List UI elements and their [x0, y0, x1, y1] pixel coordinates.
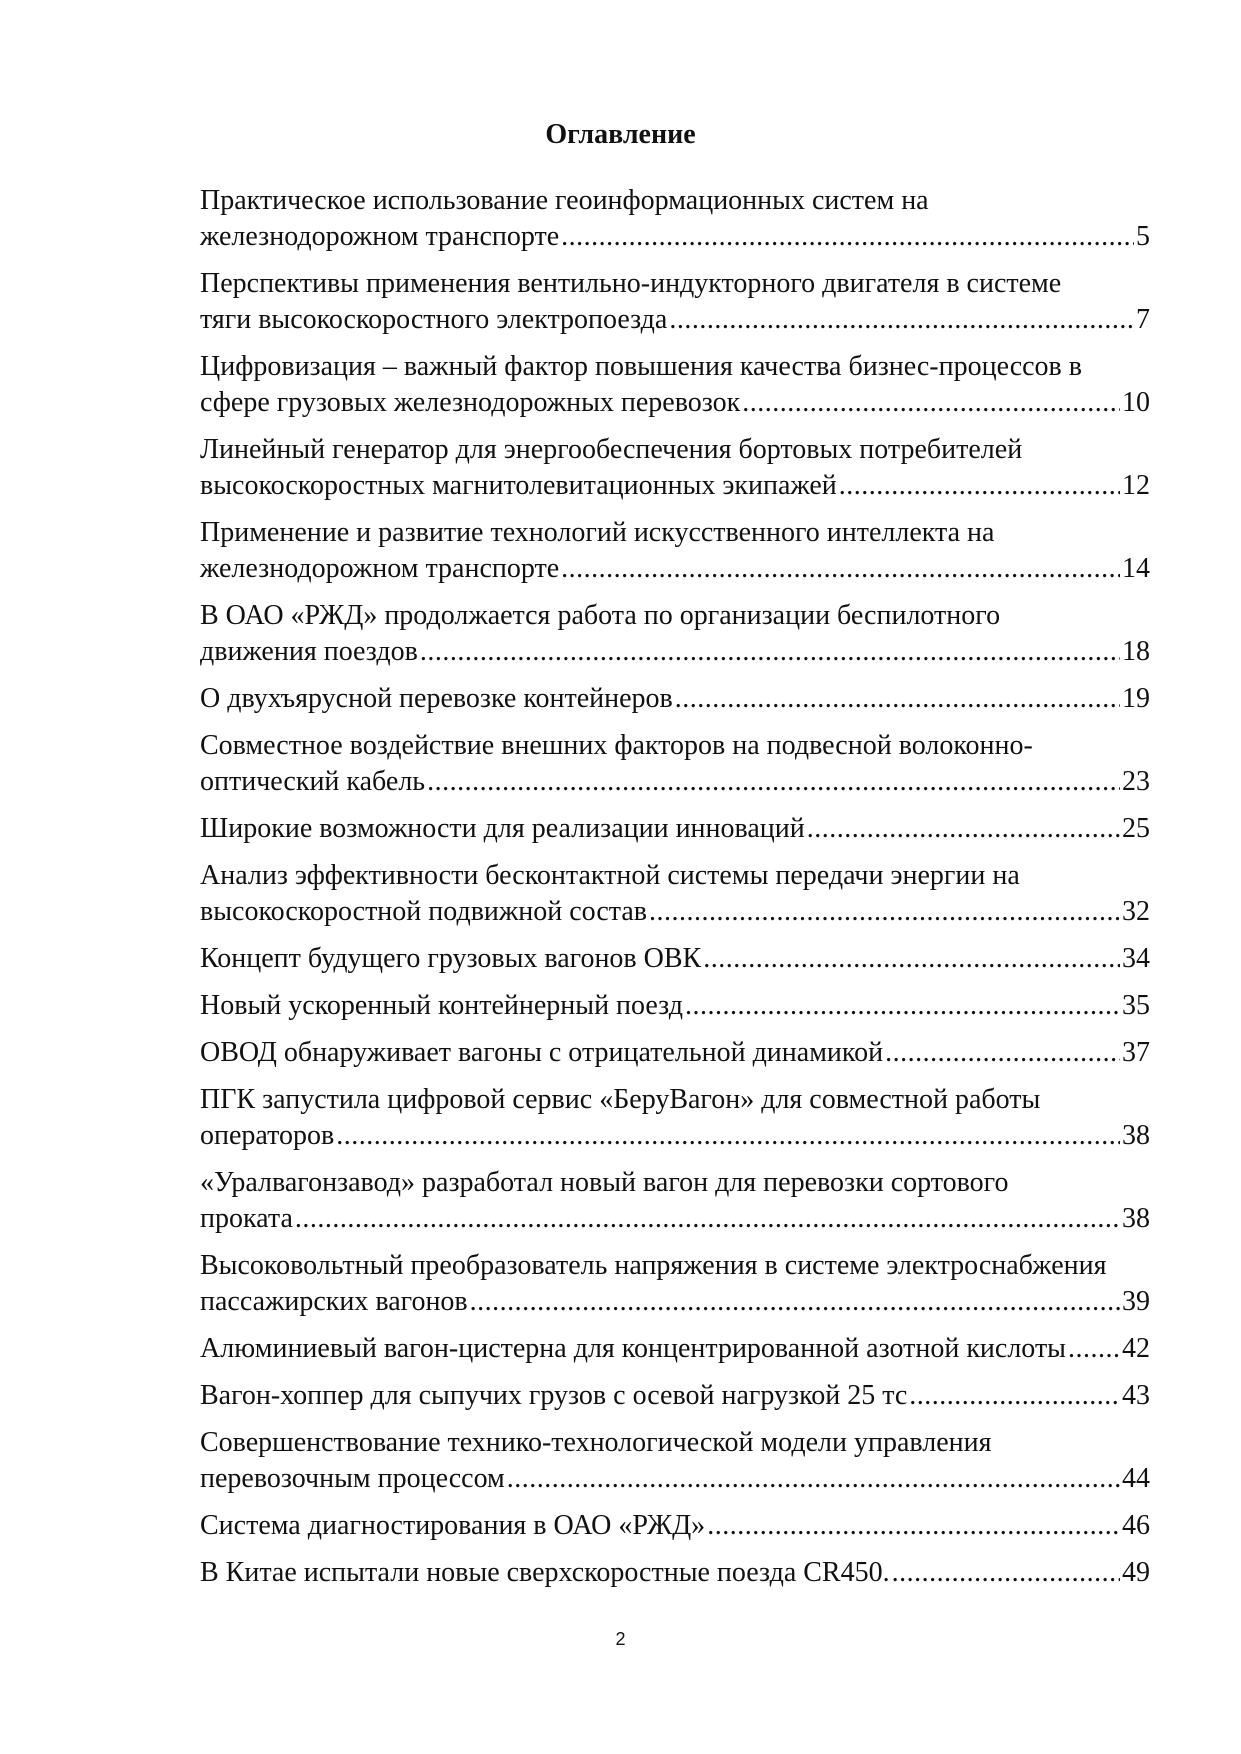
toc-entry[interactable] — [200, 681, 1150, 717]
toc-entry-last-line — [200, 681, 1150, 717]
toc-entry-last-line — [200, 1461, 1150, 1497]
toc-entry-last-line — [200, 1331, 1150, 1367]
toc-entry-title-text: проката — [200, 1203, 293, 1234]
toc-entry-page-number: 38 — [1122, 1203, 1150, 1234]
toc-entry-title-text: перевозочным процессом — [200, 1463, 505, 1494]
toc-entry-last-line — [200, 894, 1150, 930]
toc-entry-page-number: 37 — [1122, 1037, 1150, 1068]
toc-entry-last-line — [200, 1035, 1150, 1071]
toc-entry-title-text: Широкие возможности для реализации инноваций — [200, 813, 805, 844]
toc-entry-last-line — [200, 551, 1150, 587]
toc-entry-title-text: тяги высокоскоростного электропоезда — [200, 304, 668, 335]
toc-entry-page-number: 35 — [1122, 990, 1150, 1021]
dot-leader — [649, 894, 1120, 930]
dot-leader — [685, 988, 1120, 1024]
dot-leader — [507, 1461, 1120, 1497]
toc-entry-title-text: Алюминиевый вагон-цистерна для концентрированной азотной кислоты — [200, 1333, 1066, 1364]
toc-entry[interactable] — [200, 183, 1150, 255]
toc-entry-page-number: 39 — [1122, 1286, 1150, 1317]
toc-entry-title-text: Вагон-хоппер для сыпучих грузов с осевой нагрузкой 25 тс — [200, 1380, 908, 1411]
toc-entry-page-number: 38 — [1122, 1120, 1150, 1151]
toc-entry-page-number: 49 — [1122, 1557, 1150, 1588]
toc-entry-page-number: 18 — [1122, 636, 1150, 667]
toc-entry-page-number: 25 — [1122, 813, 1150, 844]
toc-entry-page-number: 7 — [1136, 304, 1150, 335]
toc-entry[interactable] — [200, 811, 1150, 847]
toc-entry-title-text: сфере грузовых железнодорожных перевозок — [200, 387, 741, 418]
toc-entry[interactable] — [200, 432, 1150, 504]
dot-leader — [420, 634, 1120, 670]
dot-leader — [703, 941, 1120, 977]
toc-entry-last-line — [200, 468, 1150, 504]
toc-entry-title-line: Анализ эффективности бесконтактной системы передачи энергии на — [200, 860, 1020, 891]
dot-leader — [427, 764, 1120, 800]
toc-entry-last-line — [200, 302, 1150, 338]
toc-entry[interactable] — [200, 1378, 1150, 1414]
toc-entry[interactable] — [200, 1425, 1150, 1497]
toc-entry-last-line — [200, 1555, 1150, 1591]
toc-entry-last-line — [200, 1118, 1150, 1154]
toc-entry[interactable] — [200, 1508, 1150, 1544]
toc-list — [200, 183, 1150, 1602]
dot-leader — [470, 1284, 1120, 1320]
toc-entry[interactable] — [200, 1035, 1150, 1071]
dot-leader — [669, 302, 1134, 338]
toc-entry-last-line — [200, 1508, 1150, 1544]
toc-entry[interactable] — [200, 266, 1150, 338]
dot-leader — [742, 385, 1120, 421]
toc-entry[interactable] — [200, 1082, 1150, 1154]
toc-entry[interactable] — [200, 988, 1150, 1024]
toc-entry-last-line — [200, 1284, 1150, 1320]
toc-entry-title-line: Совершенствование технико-технологической модели управления — [200, 1427, 992, 1458]
toc-entry-page-number: 32 — [1122, 896, 1150, 927]
toc-entry-title-line: Совместное воздействие внешних факторов на подвесной волоконно- — [200, 730, 1033, 761]
toc-entry-page-number: 42 — [1122, 1333, 1150, 1364]
dot-leader — [561, 551, 1120, 587]
dot-leader — [675, 681, 1120, 717]
dot-leader — [561, 219, 1134, 255]
toc-entry-title-line: «Уралвагонзавод» разработал новый вагон для перевозки сортового — [200, 1167, 1009, 1198]
toc-entry-title-line: Линейный генератор для энергообеспечения бортовых потребителей — [200, 434, 1023, 465]
toc-entry-page-number: 44 — [1122, 1463, 1150, 1494]
toc-entry-title-line: ПГК запустила цифровой сервис «БеруВагон» для совместной работы — [200, 1084, 1041, 1115]
toc-entry-last-line — [200, 1201, 1150, 1237]
dot-leader — [807, 811, 1120, 847]
toc-entry-page-number: 34 — [1122, 943, 1150, 974]
toc-entry[interactable] — [200, 941, 1150, 977]
toc-entry-title-text: Система диагностирования в ОАО «РЖД» — [200, 1510, 706, 1541]
toc-entry-page-number: 14 — [1122, 553, 1150, 584]
toc-entry-title-text: В Китае испытали новые сверхскоростные поезда CR450. — [200, 1557, 890, 1588]
dot-leader — [885, 1035, 1120, 1071]
dot-leader — [909, 1378, 1120, 1414]
toc-entry-title-text: операторов — [200, 1120, 335, 1151]
toc-entry-last-line — [200, 634, 1150, 670]
toc-entry-title-text: высокоскоростной подвижной состав — [200, 896, 648, 927]
toc-entry[interactable] — [200, 858, 1150, 930]
toc-entry-title-text: железнодорожном транспорте — [200, 553, 560, 584]
toc-entry-page-number: 10 — [1122, 387, 1150, 418]
toc-entry-last-line — [200, 385, 1150, 421]
toc-entry-page-number: 23 — [1122, 766, 1150, 797]
toc-entry-title-text: ОВОД обнаруживает вагоны с отрицательной динамикой — [200, 1037, 884, 1068]
toc-entry-last-line — [200, 941, 1150, 977]
dot-leader — [295, 1201, 1120, 1237]
toc-entry-title-line: Перспективы применения вентильно-индукторного двигателя в системе — [200, 268, 1062, 299]
toc-entry-title-line: В ОАО «РЖД» продолжается работа по организации беспилотного — [200, 600, 1001, 631]
dot-leader — [839, 468, 1120, 504]
toc-entry-title-line: Применение и развитие технологий искусственного интеллекта на — [200, 517, 995, 548]
toc-entry-title-text: Концепт будущего грузовых вагонов ОВК — [200, 943, 702, 974]
toc-entry-title-line: Высоковольтный преобразователь напряжения в системе электроснабжения — [200, 1250, 1107, 1281]
toc-entry-title-text: движения поездов — [200, 636, 418, 667]
toc-entry-last-line — [200, 764, 1150, 800]
toc-entry-title-line: Практическое использование геоинформационных систем на — [200, 185, 929, 216]
toc-entry[interactable] — [200, 1248, 1150, 1320]
toc-entry[interactable] — [200, 1555, 1150, 1591]
toc-entry[interactable] — [200, 1331, 1150, 1367]
toc-entry-title-text: железнодорожном транспорте — [200, 221, 560, 252]
toc-entry[interactable] — [200, 349, 1150, 421]
toc-entry-title-text: О двухъярусной перевозке контейнеров — [200, 683, 673, 714]
toc-entry-title-text: высокоскоростных магнитолевитационных экипажей — [200, 470, 837, 501]
toc-entry-title-text: оптический кабель — [200, 766, 426, 797]
toc-entry-page-number: 5 — [1136, 221, 1150, 252]
dot-leader — [336, 1118, 1120, 1154]
toc-entry-page-number: 43 — [1122, 1380, 1150, 1411]
toc-entry[interactable] — [200, 515, 1150, 587]
dot-leader — [707, 1508, 1120, 1544]
toc-entry-title-text: пассажирских вагонов — [200, 1286, 468, 1317]
toc-entry[interactable] — [200, 728, 1150, 800]
toc-entry-page-number: 12 — [1122, 470, 1150, 501]
page-number: 2 — [615, 1629, 626, 1649]
toc-title: Оглавление — [545, 119, 696, 150]
toc-entry-page-number: 19 — [1122, 683, 1150, 714]
toc-entry-last-line — [200, 219, 1150, 255]
toc-entry-page-number: 46 — [1122, 1510, 1150, 1541]
toc-entry-last-line — [200, 1378, 1150, 1414]
toc-entry-title-text: Новый ускоренный контейнерный поезд — [200, 990, 683, 1021]
toc-entry[interactable] — [200, 1165, 1150, 1237]
dot-leader — [892, 1555, 1120, 1591]
dot-leader — [1068, 1331, 1120, 1367]
toc-entry-last-line — [200, 811, 1150, 847]
toc-entry-last-line — [200, 988, 1150, 1024]
toc-entry[interactable] — [200, 598, 1150, 670]
toc-entry-title-line: Цифровизация – важный фактор повышения качества бизнес-процессов в — [200, 351, 1082, 382]
